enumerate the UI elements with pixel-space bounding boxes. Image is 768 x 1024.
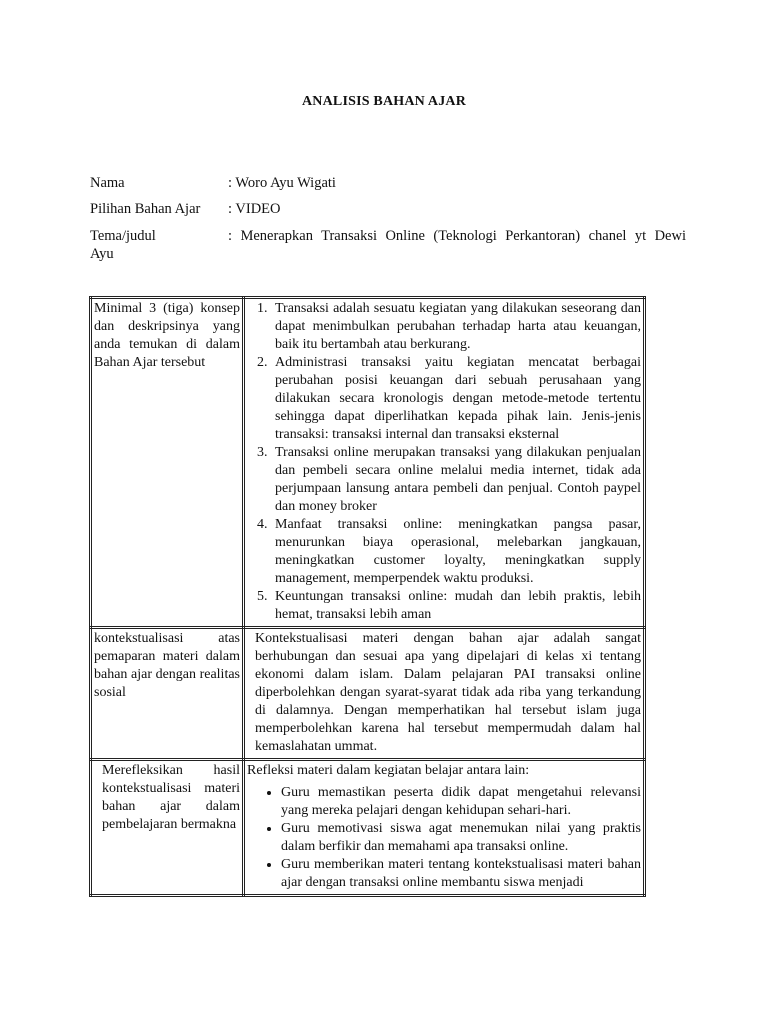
reflection-intro: Refleksi materi dalam kegiatan belajar antara lain:	[247, 763, 530, 778]
tema-value-continuation: Ayu	[90, 246, 114, 262]
context-label-cell: kontekstualisasi atas pemaparan materi dalam bahan ajar dengan realitas sosial	[91, 628, 244, 760]
context-content-cell: Kontekstualisasi materi dengan bahan ajar adalah sangat berhubungan dan sesuai apa yang dipelajari di kelas xi tentang ekonomi dalam islam. Dalam pelajaran PAI transaksi online diperbolehkan dengan syarat-syarat tidak ada riba yang terkandung di dalamnya. Dengan memperhatikan hal tersebut islam juga memperbolehkan karena hal tersebut mempermudah dalam hal kemaslahatan ummat.	[244, 628, 645, 760]
reflection-content-cell	[244, 760, 645, 896]
tema-label: Tema/judul	[90, 228, 156, 244]
list-item: • Guru memberikan materi tentang kontekstualisasi materi bahan ajar dengan transaksi online membantu siswa menjadi	[281, 856, 641, 892]
list-item: 4. Manfaat transaksi online: meningkatkan pangsa pasar, menurunkan biaya operasional, melebarkan jangkauan, meningkatkan customer loyalty, meningkatkan supply management, memperpendek waktu produksi.	[271, 516, 641, 588]
concepts-list	[247, 300, 641, 624]
nama-label: Nama	[90, 175, 125, 191]
table-row	[91, 760, 645, 896]
list-item: 3. Transaksi online merupakan transaksi yang dilakukan penjualan dan pembeli secara online melalui media internet, tidak ada perjumpaan lansung antara pembeli dan penjual. Contoh paypel dan money broker	[271, 444, 641, 516]
concepts-content-cell	[244, 298, 645, 628]
list-item: • Guru memotivasi siswa agat menemukan nilai yang praktis dalam berfikir dan memahami apa transaksi online.	[281, 820, 641, 856]
info-row-tema	[90, 228, 686, 264]
list-item: 2. Administrasi transaksi yaitu kegiatan mencatat berbagai perubahan posisi keuangan dari sebuah perusahaan yang dilakukan secara kronologis dengan metode-metode tertentu sehingga dapat diperlihatkan kepada pihak lain. Jenis-jenis transaksi: transaksi internal dan transaksi eksternal	[271, 354, 641, 444]
info-row-nama	[90, 175, 686, 193]
info-row-pilihan	[90, 201, 686, 219]
table-row	[91, 298, 645, 628]
list-item: 5. Keuntungan transaksi online: mudah dan lebih praktis, lebih hemat, transaksi lebih aman	[271, 588, 641, 624]
concepts-label-cell: Minimal 3 (tiga) konsep dan deskripsinya yang anda temukan di dalam Bahan Ajar tersebut	[91, 298, 244, 628]
analysis-table	[89, 296, 646, 897]
list-item: 1. Transaksi adalah sesuatu kegiatan yang dilakukan seseorang dan dapat menimbulkan perubahan terhadap harta atau keuangan, baik itu bertambah atau berkurang.	[271, 300, 641, 354]
pilihan-label: Pilihan Bahan Ajar	[90, 201, 201, 217]
reflection-label-cell: Merefleksikan hasil kontekstualisasi materi bahan ajar dalam pembelajaran bermakna	[91, 760, 244, 896]
tema-value: : Menerapkan Transaksi Online (Teknologi Perkantoran) chanel yt Dewi	[228, 228, 686, 244]
nama-value: : Woro Ayu Wigati	[228, 175, 336, 191]
list-item: • Guru memastikan peserta didik dapat mengetahui relevansi yang mereka pelajari dengan kehidupan sehari-hari.	[281, 784, 641, 820]
document-title: ANALISIS BAHAN AJAR	[301, 94, 467, 109]
table-row	[91, 628, 645, 760]
reflection-list	[247, 784, 641, 892]
pilihan-value: : VIDEO	[228, 201, 281, 217]
